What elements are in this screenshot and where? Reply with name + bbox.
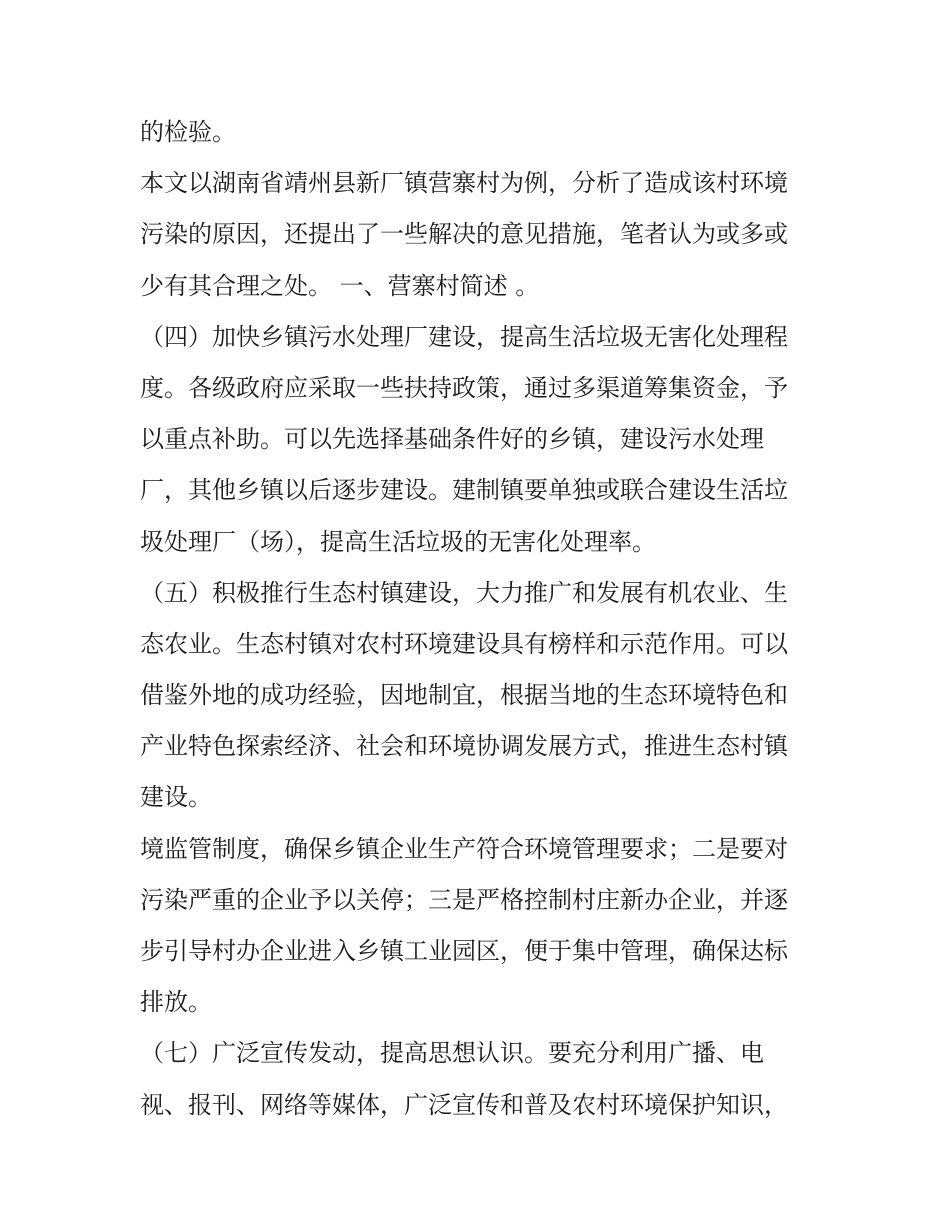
text-line: 视、报刊、网络等媒体，广泛宣传和普及农村环境保护知识， xyxy=(140,1090,788,1119)
text-line: 排放。 xyxy=(140,988,212,1017)
text-line: 污染严重的企业予以关停；三是严格控制村庄新办企业，并逐 xyxy=(140,885,788,914)
text-line: 本文以湖南省靖州县新厂镇营寨村为例，分析了造成该村环境 xyxy=(140,169,788,198)
text-line: （五）积极推行生态村镇建设，大力推广和发展有机农业、生 xyxy=(140,578,788,607)
document-body xyxy=(140,107,830,1131)
text-line: 产业特色探索经济、社会和环境协调发展方式，推进生态村镇 xyxy=(140,732,788,761)
text-line: 建设。 xyxy=(140,783,212,812)
text-line: 污染的原因，还提出了一些解决的意见措施，笔者认为或多或 xyxy=(140,220,788,249)
text-line: 借鉴外地的成功经验，因地制宜，根据当地的生态环境特色和 xyxy=(140,681,788,710)
text-line: 的检验。 xyxy=(140,118,236,146)
text-line: （七）广泛宣传发动，提高思想认识。要充分利用广播、电 xyxy=(140,1039,764,1068)
text-line: 度。各级政府应采取一些扶持政策，通过多渠道筹集资金，予 xyxy=(140,373,788,402)
text-line: 态农业。生态村镇对农村环境建设具有榜样和示范作用。可以 xyxy=(140,629,788,658)
text-line: 厂，其他乡镇以后逐步建设。建制镇要单独或联合建设生活垃 xyxy=(140,476,788,505)
text-line: （四）加快乡镇污水处理厂建设，提高生活垃圾无害化处理程 xyxy=(140,322,788,351)
text-line: 以重点补助。可以先选择基础条件好的乡镇，建设污水处理 xyxy=(140,425,764,454)
text-line: 少有其合理之处。 一、营寨村简述 。 xyxy=(140,271,540,300)
text-line: 圾处理厂（场），提高生活垃圾的无害化处理率。 xyxy=(140,527,656,556)
text-line: 步引导村办企业进入乡镇工业园区，便于集中管理，确保达标 xyxy=(140,937,788,965)
text-line: 境监管制度，确保乡镇企业生产符合环境管理要求；二是要对 xyxy=(140,834,788,863)
